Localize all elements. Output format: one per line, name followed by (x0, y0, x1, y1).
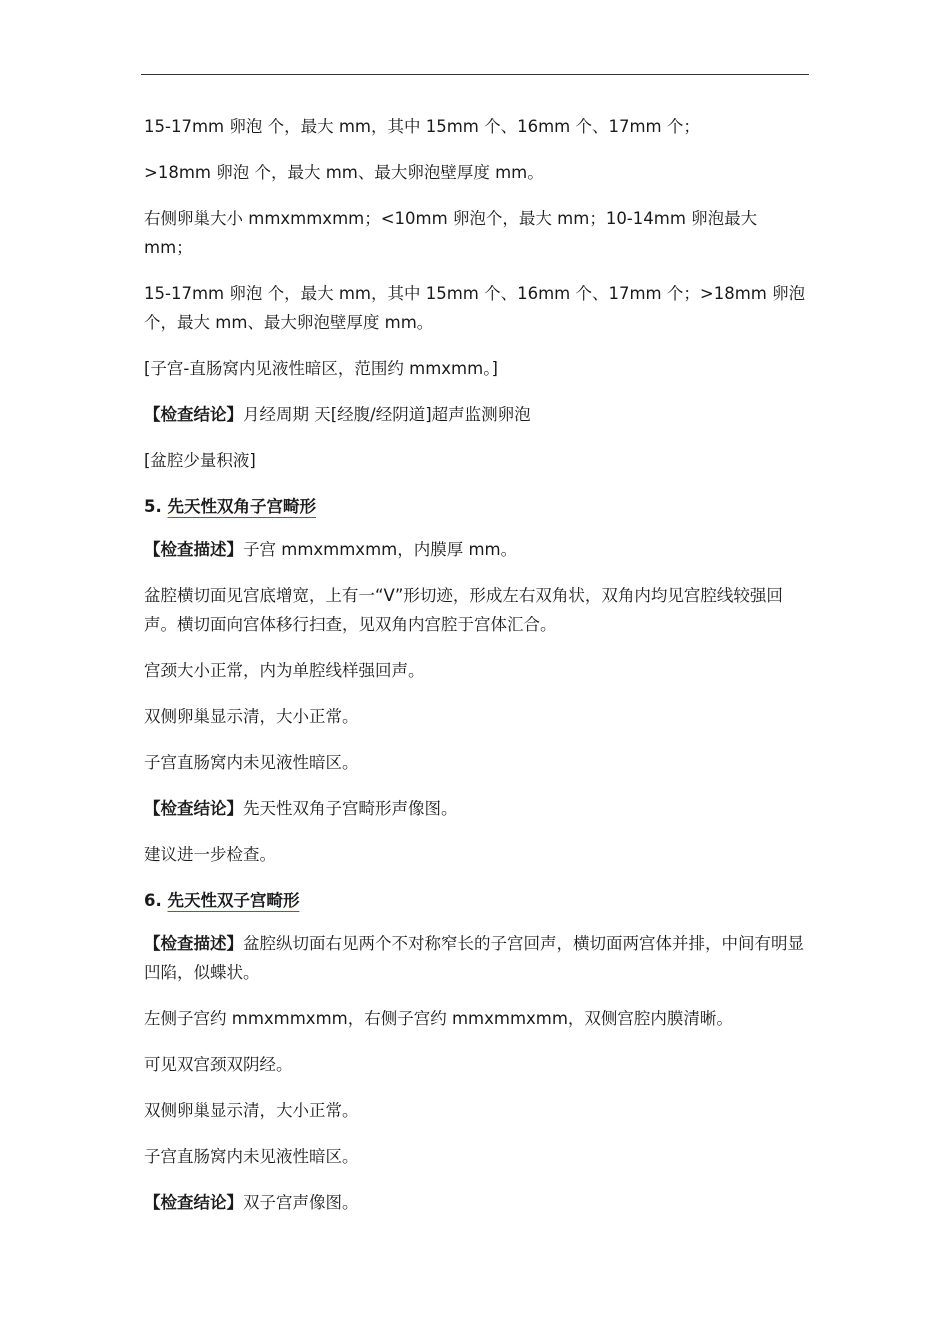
uterus-size-line: 左侧子宫约 mmxmmxmm，右侧子宫约 mmxmmxmm，双侧宫腔内膜清晰。 (144, 1009, 733, 1028)
conclusion-text: 月经周期 天[经腹/经阴道]超声监测卵泡 (243, 405, 531, 424)
conclusion-follicle (144, 400, 809, 429)
section-title: 先天性双子宫畸形 (167, 891, 300, 910)
conclusion-tag: 【检查结论】 (144, 799, 243, 818)
conclusion-bicornuate (144, 794, 809, 823)
description-text: 盆腔纵切面右见两个不对称窄长的子宫回声，横切面两宫体并排，中间有明显凹陷，似蝶状。 (144, 934, 804, 982)
follicle-line-18: >18mm 卵泡 个，最大 mm、最大卵泡壁厚度 mm。 (144, 163, 544, 182)
pouch-line-2: 子宫直肠窝内未见液性暗区。 (144, 1147, 359, 1166)
conclusion-text: 先天性双角子宫畸形声像图。 (243, 799, 458, 818)
document-body (144, 112, 809, 1234)
header-rule (141, 74, 809, 75)
section-title: 先天性双角子宫畸形 (167, 497, 316, 516)
description-tag: 【检查描述】 (144, 934, 243, 953)
follicle-line-15-17: 15-17mm 卵泡 个，最大 mm，其中 15mm 个、16mm 个、17mm 个； (144, 117, 700, 136)
description-text: 子宫 mmxmmxmm，内膜厚 mm。 (243, 540, 518, 559)
pelvic-fluid-line: [盆腔少量积液] (144, 451, 256, 470)
conclusion-tag: 【检查结论】 (144, 1193, 243, 1212)
section-heading-5 (144, 492, 809, 521)
cervix-vagina-line: 可见双宫颈双阴经。 (144, 1055, 293, 1074)
section-heading-6 (144, 886, 809, 915)
ovary-line-2: 双侧卵巢显示清，大小正常。 (144, 1101, 359, 1120)
ovary-line: 双侧卵巢显示清，大小正常。 (144, 707, 359, 726)
section-number: 6. (144, 891, 168, 910)
pouch-line: 子宫直肠窝内未见液性暗区。 (144, 753, 359, 772)
description-bicornuate (144, 535, 809, 564)
conclusion-didelphys (144, 1188, 809, 1217)
bicornuate-detail: 盆腔横切面见宫底增宽，上有一“V”形切迹，形成左右双角状，双角内均见宫腔线较强回声。横切面向宫体移行扫查，见双角内宫腔于宫体汇合。 (144, 586, 783, 634)
conclusion-text: 双子宫声像图。 (243, 1193, 359, 1212)
description-tag: 【检查描述】 (144, 540, 243, 559)
right-follicle-line: 15-17mm 卵泡 个，最大 mm，其中 15mm 个、16mm 个、17mm 个；>18mm 卵泡个，最大 mm、最大卵泡壁厚度 mm。 (144, 284, 806, 332)
recommendation-line: 建议进一步检查。 (144, 845, 276, 864)
cervix-line: 宫颈大小正常，内为单腔线样强回声。 (144, 661, 425, 680)
fluid-line: [子宫-直肠窝内见液性暗区，范围约 mmxmm。] (144, 359, 498, 378)
right-ovary-line: 右侧卵巢大小 mmxmmxmm；<10mm 卵泡个，最大 mm；10-14mm 卵泡最大 mm； (144, 209, 758, 257)
section-number: 5. (144, 497, 168, 516)
conclusion-tag: 【检查结论】 (144, 405, 243, 424)
description-didelphys (144, 929, 809, 987)
